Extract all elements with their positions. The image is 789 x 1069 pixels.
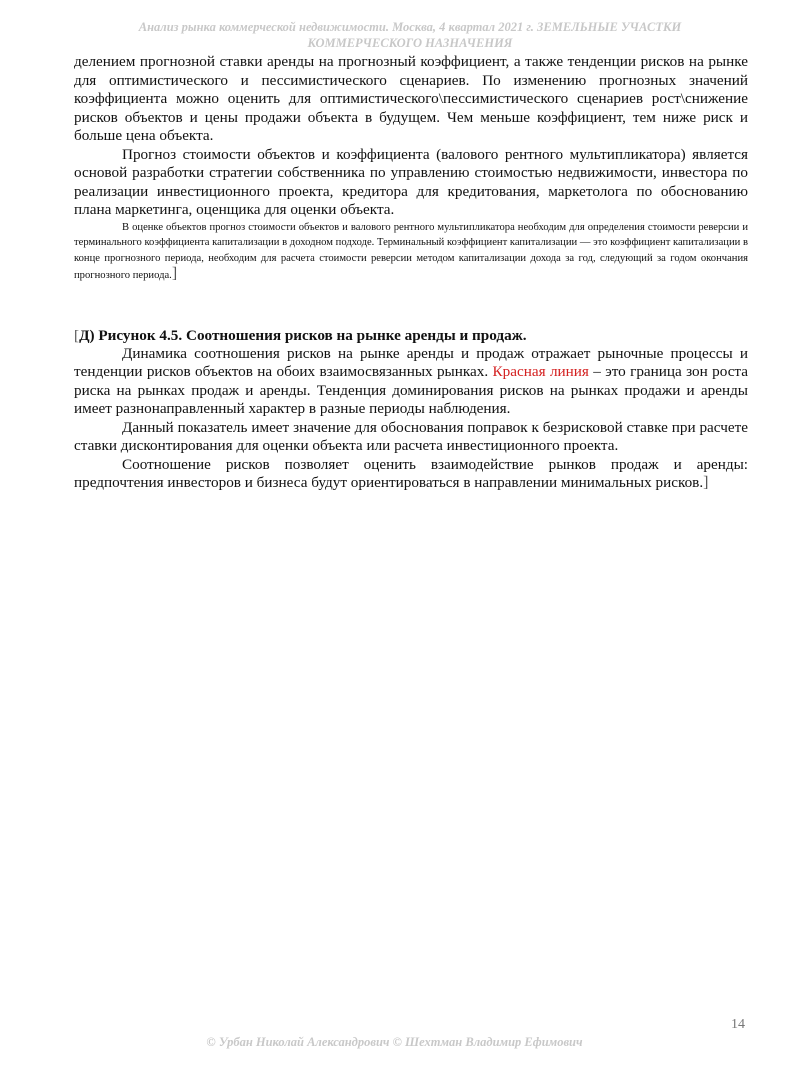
paragraph-1: делением прогнозной ставки аренды на прогнозный коэффициент, а также тенденции рисков на рынке для оптимистического и пессимистического сценариев. По изменению прогнозных значений коэффициента можно оценить для оптимистического\пессимистического сценариев рост\снижение рисков объектов и цены продажи объекта в будущем. Чем меньше коэффициент, тем ниже риск и больше цена объекта. bbox=[74, 53, 748, 144]
paragraph-4 bbox=[74, 345, 748, 419]
paragraph-6-text: Соотношение рисков позволяет оценить взаимодействие рынков продаж и аренды: предпочтения инвесторов и бизнеса будут ориентироваться в направлении минимальных рисков. bbox=[74, 455, 748, 491]
paragraph-3-footnote bbox=[74, 220, 748, 284]
section-title bbox=[74, 326, 748, 345]
paragraph-2: Прогноз стоимости объектов и коэффициента (валового рентного мультипликатора) является основой разработки стратегии собственника по управлению стоимостью недвижимости, инвестора по реализации инвестиционного проекта, кредитора для кредитования, маркетолога по обоснованию плана маркетинга, оценщика для оценки объекта. bbox=[74, 145, 748, 218]
page-content bbox=[74, 53, 748, 493]
red-line-term: Красная линия bbox=[492, 363, 589, 380]
header-line-2: КОММЕРЧЕСКОГО НАЗНАЧЕНИЯ bbox=[307, 36, 513, 50]
paragraph-3-text: В оценке объектов прогноз стоимости объектов и валового рентного мультипликатора необходим для определения стоимости реверсии и терминального коэффициента капитализации в доходном подходе. Терминальный коэффициент капитализации — это коэффициент капитализации в конце прогнозного периода, необходим для расчета стоимости реверсии методом капитализации дохода за год, следующий за годом окончания прогнозного периода. bbox=[74, 221, 748, 281]
bracket-mark-icon: ] bbox=[171, 265, 178, 282]
bracket-mark-icon: ] bbox=[703, 474, 709, 491]
page-number: 14 bbox=[731, 1017, 745, 1032]
paragraph-4-end: – это граница зон роста риска на рынках продаж и аренды. Тенденция доминирования рисков на рынках продажи и аренды имеет разнонаправленный характер в разные периоды наблюдения. bbox=[74, 363, 748, 417]
header-line-1: Анализ рынка коммерческой недвижимости. Москва, 4 квартал 2021 г. ЗЕМЕЛЬНЫЕ УЧАСТКИ bbox=[138, 20, 682, 34]
section-title-text: Д) Рисунок 4.5. Соотношения рисков на рынке аренды и продаж. bbox=[79, 326, 527, 344]
bracket-mark-icon: [ bbox=[74, 326, 80, 344]
paragraph-5: Данный показатель имеет значение для обоснования поправок к безрисковой ставке при расчете ставки дисконтирования для оценки объекта или расчета инвестиционного проекта. bbox=[74, 418, 748, 454]
running-header bbox=[60, 19, 760, 51]
running-footer: © Урбан Николай Александрович © Шехтман Владимир Ефимович bbox=[206, 1035, 583, 1049]
paragraph-6 bbox=[74, 456, 748, 493]
paragraph-4-start: Динамика соотношения рисков на рынке аренды и продаж отражает рыночные процессы и тенденции рисков объектов на обоих взаимосвязанных рынках. bbox=[74, 344, 748, 380]
